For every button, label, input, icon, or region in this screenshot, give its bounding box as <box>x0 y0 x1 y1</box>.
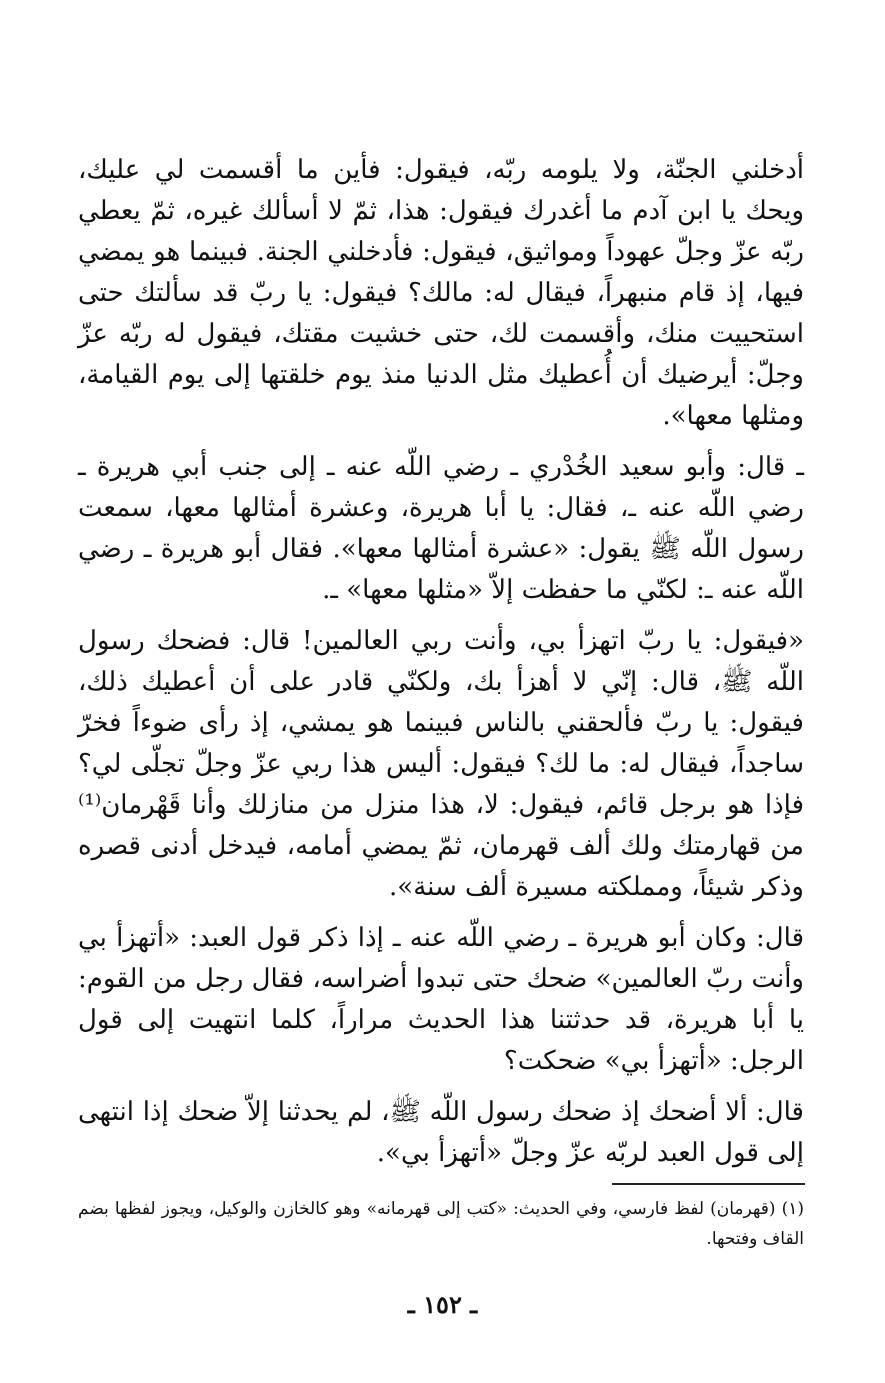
footnote: (١) (قهرمان) لفظ فارسي، وفي الحديث: «كتب إلى قهرمانه» وهو كالخازن والوكيل، ويجوز لفظها بضم القاف وفتحها. <box>78 1199 804 1249</box>
paragraph-1: أدخلني الجنّة، ولا يلومه ربّه، فيقول: فأين ما أقسمت لي عليك، ويحك يا ابن آدم ما أغدرك فيقول: هذا، ثمّ لا أسألك غيره، ثمّ يعطي ربّه عزّ وجلّ عهوداً ومواثيق، فيقول: فأدخلني الجنة. فبينما هو يمضي فيها، إذ قام منبهراً، فيقال له: مالك؟ فيقول: يا ربّ قد سألتك حتى استحييت منك، وأقسمت لك، حتى خشيت مقتك، فيقول له ربّه عزّ وجلّ: أيرضيك أن أُعطيك مثل الدنيا منذ يوم خلقتها إلى يوم القيامة، ومثلها معها». <box>78 155 804 431</box>
paragraph-5: قال: ألا أضحك إذ ضحك رسول اللّه ﷺ، لم يحدثنا إلاّ ضحك إذا انتهى إلى قول العبد لربّه عزّ وجلّ «أتهزأ بي». <box>78 1097 804 1168</box>
paragraph-3: «فيقول: يا ربّ اتهزأ بي، وأنت ربي العالمين! قال: فضحك رسول اللّه ﷺ، قال: إنّي لا أهزأ بك، ولكنّي قادر على أن أعطيك ذلك، فيقول: يا ربّ فألحقني بالناس فبينما هو يمشي، إذ رأى ضوءاً فخرّ ساجداً، فيقال له: ما لك؟ فيقول: أليس هذا ربي عزّ وجلّ تجلّى لي؟ فإذا هو برجل قائم، فيقول: لا، هذا منزل من منازلك وأنا قَهْرمان⁽¹⁾ من قهارمتك ولك ألف قهرمان، ثمّ يمضي أمامه، فيدخل أدنى قصره وذكر شيئاً، ومملكته مسيرة ألف سنة». <box>78 626 804 902</box>
paragraph-2: ـ قال: وأبو سعيد الخُدْري ـ رضي اللّه عنه ـ إلى جنب أبي هريرة ـ رضي اللّه عنه ـ، فقال: يا أبا هريرة، وعشرة أمثالها معها، سمعت رسول اللّه ﷺ يقول: «عشرة أمثالها معها». فقال أبو هريرة ـ رضي اللّه عنه ـ: لكنّي ما حفظت إلاّ «مثلها معها» ـ. <box>78 452 804 605</box>
footnote-divider <box>612 1183 805 1185</box>
paragraph-4: قال: وكان أبو هريرة ـ رضي اللّه عنه ـ إذا ذكر قول العبد: «أتهزأ بي وأنت ربّ العالمين» ضحك حتى تبدوا أضراسه، فقال رجل من القوم: يا أبا هريرة، قد حدثتنا هذا الحديث مراراً، كلما انتهيت إلى قول الرجل: «أتهزأ بي» ضحكت؟ <box>78 923 804 1076</box>
page-number: ـ ١٥٢ ـ <box>407 1290 478 1319</box>
main-text <box>78 150 804 1184</box>
